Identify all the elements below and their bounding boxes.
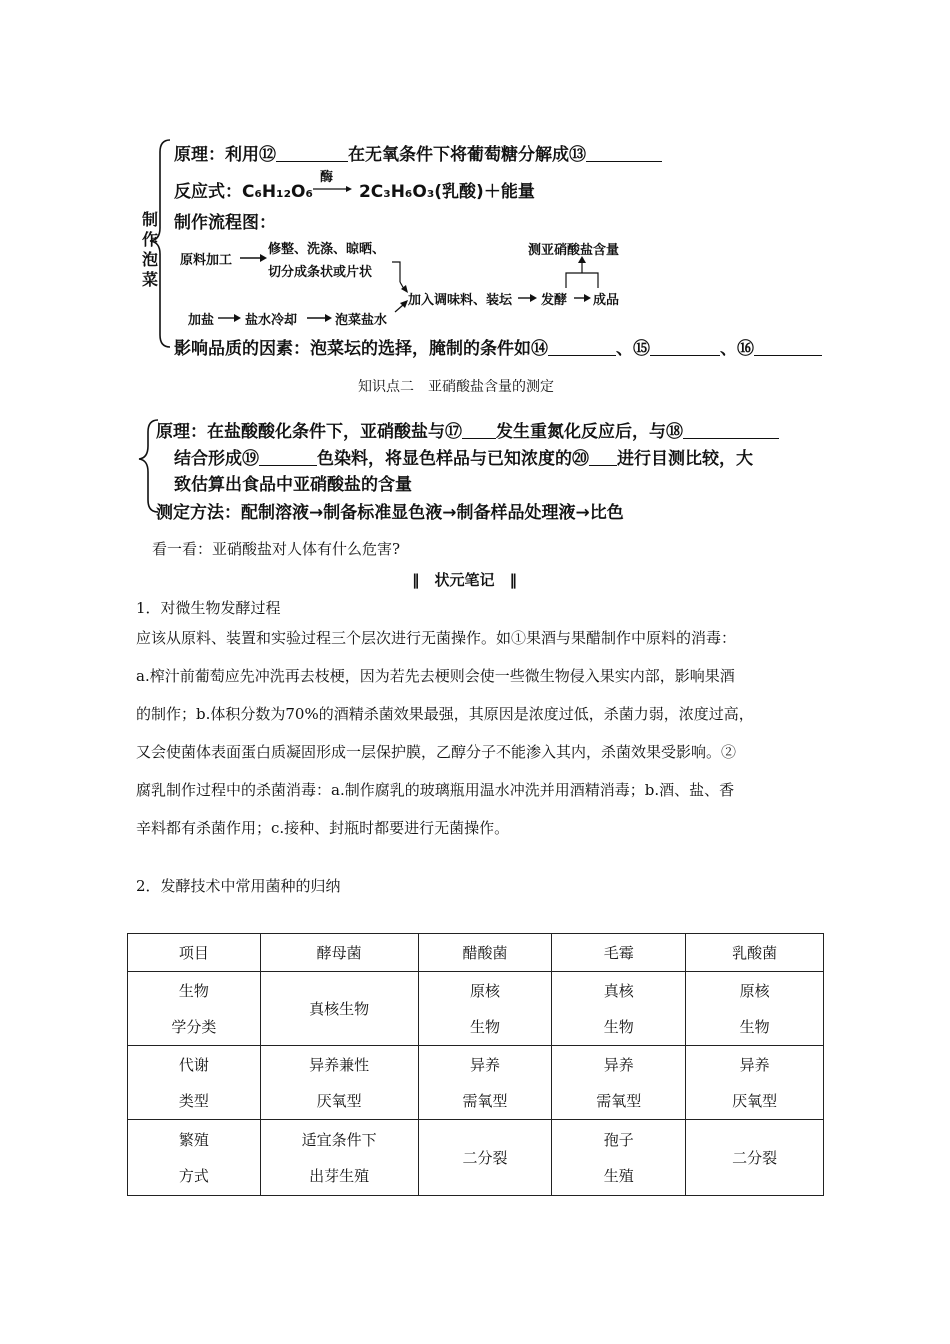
nitrite-line2c: 进行目测比较，大 bbox=[617, 449, 753, 469]
header-cell: 项目 bbox=[128, 934, 261, 972]
raw-steps-2: 切分成条状或片状 bbox=[268, 265, 373, 280]
flow-title: 制作流程图： bbox=[174, 213, 276, 233]
table-row bbox=[128, 1120, 824, 1196]
reaction-rhs: 2C₃H₆O₃(乳酸)＋能量 bbox=[358, 182, 535, 202]
table-cell: 二分裂 bbox=[686, 1120, 824, 1196]
table-cell: 异养 厌氧型 bbox=[686, 1046, 824, 1120]
table-cell: 异养 需氧型 bbox=[418, 1046, 552, 1120]
nitrite-line1b: 发生重氮化反应后，与⑱ bbox=[496, 422, 683, 442]
nitrite-line2b: 色染料，将显色样品与已知浓度的⑳ bbox=[317, 449, 589, 469]
nitrite-line-3: 致估算出食品中亚硝酸盐的含量 bbox=[174, 475, 412, 495]
nitrite-line1a: 原理：在盐酸酸化条件下，亚硝酸盐与⑰ bbox=[156, 422, 462, 442]
table-cell: 真核 生物 bbox=[552, 972, 686, 1046]
pickle-principle bbox=[174, 140, 662, 165]
brine-step: 泡菜盐水 bbox=[335, 313, 388, 328]
blank-15 bbox=[650, 341, 720, 356]
table-cell: 原核 生物 bbox=[686, 972, 824, 1046]
table-row bbox=[128, 972, 824, 1046]
side-char: 作 bbox=[142, 230, 159, 249]
nitrite-line-1 bbox=[156, 417, 779, 442]
note1-title: 1．对微生物发酵过程 bbox=[136, 599, 281, 617]
nitrite-line-4: 测定方法：配制溶液→制备标准显色液→制备样品处理液→比色 bbox=[156, 503, 624, 523]
table-cell: 二分裂 bbox=[418, 1120, 552, 1196]
raw-process: 原料加工 bbox=[180, 253, 233, 268]
table-header-row bbox=[128, 934, 824, 972]
header-cell: 酵母菌 bbox=[260, 934, 418, 972]
side-char: 菜 bbox=[142, 270, 159, 289]
table-row bbox=[128, 1046, 824, 1120]
note1-line: a.榨汁前葡萄应先冲洗再去枝梗，因为若先去梗则会使一些微生物侵入果实内部，影响果酒 bbox=[136, 667, 735, 685]
note1-line: 腐乳制作过程中的杀菌消毒：a.制作腐乳的玻璃瓶用温水冲洗并用酒精消毒；b.酒、盐、香 bbox=[136, 781, 735, 799]
principle-mid: 在无氧条件下将葡萄糖分解成⑬ bbox=[348, 145, 586, 165]
reaction-lhs: C₆H₁₂O₆ bbox=[242, 182, 313, 202]
enzyme-label: 酶 bbox=[320, 170, 334, 185]
factor-15: 、⑮ bbox=[616, 339, 650, 359]
blank-17 bbox=[462, 424, 496, 439]
pickle-reaction bbox=[174, 177, 535, 202]
reaction-prefix: 反应式： bbox=[174, 182, 242, 202]
note2-title: 2．发酵技术中常用菌种的归纳 bbox=[136, 877, 341, 895]
blank-18 bbox=[683, 424, 779, 439]
blank-20 bbox=[589, 451, 617, 466]
seasoning-step: 加入调味料、装坛 bbox=[408, 293, 513, 308]
header-cell: 乳酸菌 bbox=[686, 934, 824, 972]
salt-step: 加盐 bbox=[188, 313, 215, 328]
notes-title: ‖ 状元笔记 ‖ bbox=[412, 571, 518, 589]
table-cell: 孢子 生殖 bbox=[552, 1120, 686, 1196]
note1-line: 辛料都有杀菌作用；c.接种、封瓶时都要进行无菌操作。 bbox=[136, 819, 510, 837]
table-cell: 适宜条件下 出芽生殖 bbox=[260, 1120, 418, 1196]
principle-prefix: 原理：利用⑫ bbox=[174, 145, 276, 165]
factor-16: 、⑯ bbox=[720, 339, 754, 359]
brine-cool-step: 盐水冷却 bbox=[245, 313, 298, 328]
note1-line: 的制作；b.体积分数为70%的酒精杀菌效果最强，其原因是浓度过低，杀菌力弱，浓度过高， bbox=[136, 705, 754, 723]
product-step: 成品 bbox=[593, 293, 620, 308]
side-char: 制 bbox=[142, 210, 159, 229]
header-cell: 毛霉 bbox=[552, 934, 686, 972]
blank-13 bbox=[586, 147, 662, 162]
header-cell: 醋酸菌 bbox=[418, 934, 552, 972]
table-cell: 异养 需氧型 bbox=[552, 1046, 686, 1120]
section2-title: 知识点二 亚硝酸盐含量的测定 bbox=[358, 379, 554, 395]
table-cell: 生物 学分类 bbox=[128, 972, 261, 1046]
table-cell: 异养兼性 厌氧型 bbox=[260, 1046, 418, 1120]
ferment-step: 发酵 bbox=[541, 293, 568, 308]
note1-paragraph bbox=[136, 619, 826, 847]
question-text: 看一看：亚硝酸盐对人体有什么危害? bbox=[152, 540, 401, 558]
blank-16 bbox=[754, 341, 822, 356]
blank-12 bbox=[276, 147, 348, 162]
pickle-side-label bbox=[142, 210, 158, 290]
raw-steps-1: 修整、洗涤、晾晒、 bbox=[268, 242, 386, 257]
side-char: 泡 bbox=[142, 250, 159, 269]
factors-prefix: 影响品质的因素：泡菜坛的选择，腌制的条件如⑭ bbox=[174, 339, 548, 359]
note1-line: 应该从原料、装置和实验过程三个层次进行无菌操作。如①果酒与果醋制作中原料的消毒： bbox=[136, 629, 737, 647]
strain-table bbox=[127, 933, 824, 1196]
table-cell: 繁殖 方式 bbox=[128, 1120, 261, 1196]
pickle-factors bbox=[174, 334, 822, 359]
nitrite-line2a: 结合形成⑲ bbox=[174, 449, 259, 469]
nitrite-line-2 bbox=[174, 444, 753, 469]
measure-step: 测亚硝酸盐含量 bbox=[528, 243, 620, 258]
table-cell: 代谢 类型 bbox=[128, 1046, 261, 1120]
note1-line: 又会使菌体表面蛋白质凝固形成一层保护膜，乙醇分子不能渗入其内，杀菌效果受影响。② bbox=[136, 743, 737, 761]
table-cell: 真核生物 bbox=[260, 972, 418, 1046]
blank-14 bbox=[548, 341, 616, 356]
table-cell: 原核 生物 bbox=[418, 972, 552, 1046]
blank-19 bbox=[259, 451, 317, 466]
